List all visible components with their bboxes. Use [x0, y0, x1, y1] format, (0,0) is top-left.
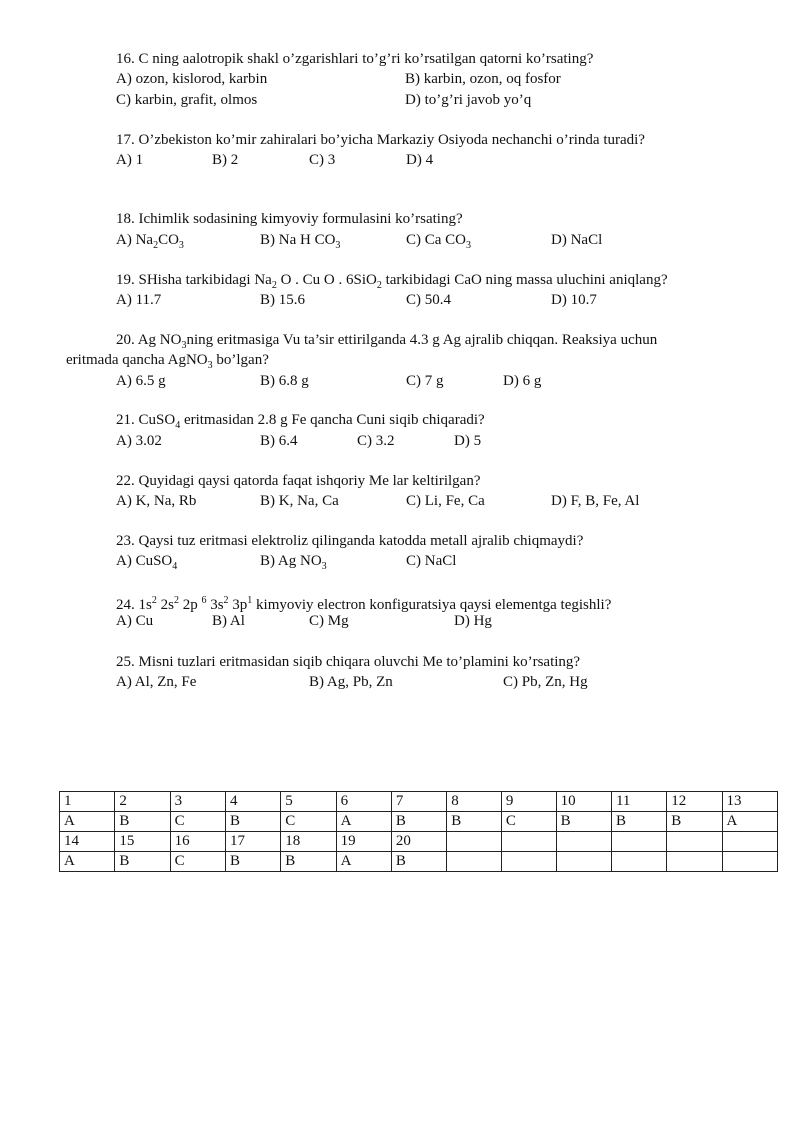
question-25: 25. Misni tuzlari eritmasidan siqib chiqara oluvchi Me to’plamini ko’rsating?: [116, 654, 581, 670]
table-row: [60, 832, 778, 852]
option-19b: B) 15.6: [260, 292, 305, 308]
question-17: 17. O’zbekiston ko’mir zahiralari bo’yicha Markaziy Osiyoda nechanchi o’rinda turadi?: [116, 132, 645, 148]
option-22d: D) F, B, Fe, Al: [551, 493, 640, 509]
option-18d: D) NaCl: [551, 232, 603, 248]
table-cell: [611, 832, 666, 852]
table-cell: 12: [667, 792, 722, 812]
option-23a: A) CuSO$_4$: [116, 553, 178, 572]
option-17c: C) 3: [309, 152, 336, 168]
table-cell: B: [115, 852, 170, 872]
table-cell: [722, 852, 777, 872]
question-18: 18. Ichimlik sodasining kimyoviy formulasini ko’rsating?: [116, 211, 463, 227]
table-row: [60, 792, 778, 812]
option-25c: C) Pb, Zn, Hg: [503, 674, 588, 690]
table-cell: B: [115, 812, 170, 832]
table-cell: [501, 852, 556, 872]
answer-table: [59, 791, 778, 872]
option-20a: A) 6.5 g: [116, 373, 166, 389]
table-cell: B: [667, 812, 722, 832]
option-16d: D) to’g’ri javob yo’q: [405, 92, 532, 108]
table-cell: B: [611, 812, 666, 832]
option-16c: C) karbin, grafit, olmos: [116, 92, 258, 108]
option-25a: A) Al, Zn, Fe: [116, 674, 197, 690]
question-22: 22. Quyidagi qaysi qatorda faqat ishqoriy Me lar keltirilgan?: [116, 473, 481, 489]
table-cell: 18: [281, 832, 336, 852]
table-cell: [667, 832, 722, 852]
question-16: 16. C ning aalotropik shakl o’zgarishlari to’g’ri ko’rsatilgan qatorni ko’rsating?: [116, 51, 594, 67]
table-cell: C: [170, 852, 225, 872]
table-cell: 7: [391, 792, 446, 812]
option-24b: B) Al: [212, 613, 245, 629]
question-24: 24. $1s^2$ $2s^2$ 2p $^6$ $3s^2$ $3p^1$ kimyoviy electron konfiguratsiya qaysi elementga tegishli?: [116, 595, 612, 613]
option-23b: B) Ag $NO_3$: [260, 553, 327, 572]
table-cell: [556, 832, 611, 852]
option-24c: C) Mg: [309, 613, 349, 629]
option-24a: A) Cu: [116, 613, 154, 629]
option-19c: C) 50.4: [406, 292, 451, 308]
option-18b: B) Na H $CO_3$: [260, 232, 341, 251]
option-21b: B) 6.4: [260, 433, 298, 449]
table-cell: 20: [391, 832, 446, 852]
option-20d: D) 6 g: [503, 373, 542, 389]
option-16b: B) karbin, ozon, oq fosfor: [405, 71, 561, 87]
option-21a: A) 3.02: [116, 433, 162, 449]
table-cell: [667, 852, 722, 872]
table-cell: C: [281, 812, 336, 832]
table-cell: 15: [115, 832, 170, 852]
table-cell: B: [225, 852, 280, 872]
table-cell: 3: [170, 792, 225, 812]
table-cell: B: [225, 812, 280, 832]
option-22b: B) K, Na, Ca: [260, 493, 339, 509]
option-20b: B) 6.8 g: [260, 373, 309, 389]
table-cell: 16: [170, 832, 225, 852]
table-cell: A: [722, 812, 777, 832]
option-22c: C) Li, Fe, Ca: [406, 493, 485, 509]
option-19d: D) 10.7: [551, 292, 597, 308]
table-cell: B: [447, 812, 502, 832]
option-25b: B) Ag, Pb, Zn: [309, 674, 393, 690]
table-cell: 13: [722, 792, 777, 812]
table-cell: 19: [336, 832, 391, 852]
table-cell: A: [60, 812, 115, 832]
table-row: [60, 812, 778, 832]
table-cell: 6: [336, 792, 391, 812]
table-cell: [556, 852, 611, 872]
option-18c: C) Ca $CO_3$: [406, 232, 471, 251]
option-20c: C) 7 g: [406, 373, 444, 389]
table-cell: 2: [115, 792, 170, 812]
table-row: [60, 852, 778, 872]
option-23c: C) NaCl: [406, 553, 457, 569]
option-17b: B) 2: [212, 152, 239, 168]
table-cell: 10: [556, 792, 611, 812]
table-cell: B: [556, 812, 611, 832]
option-24d: D) Hg: [454, 613, 492, 629]
option-18a: A) $Na_2CO_3$: [116, 232, 184, 251]
table-cell: 1: [60, 792, 115, 812]
option-21c: C) 3.2: [357, 433, 395, 449]
option-17a: A) 1: [116, 152, 144, 168]
table-cell: [447, 832, 502, 852]
table-cell: 4: [225, 792, 280, 812]
table-cell: 17: [225, 832, 280, 852]
table-cell: C: [501, 812, 556, 832]
option-22a: A) K, Na, Rb: [116, 493, 197, 509]
table-cell: 8: [447, 792, 502, 812]
table-cell: [611, 852, 666, 872]
table-cell: [722, 832, 777, 852]
table-cell: 9: [501, 792, 556, 812]
question-20: 20. Ag $NO_3ning$ eritmasiga Vu ta’sir ettirilganda 4.3 g Ag ajralib chiqqan. Reaksiya uchun: [116, 332, 658, 351]
option-21d: D) 5: [454, 433, 482, 449]
table-cell: 11: [611, 792, 666, 812]
table-cell: A: [336, 852, 391, 872]
table-cell: 5: [281, 792, 336, 812]
table-cell: C: [170, 812, 225, 832]
option-17d: D) 4: [406, 152, 434, 168]
question-21: 21. CuSO$_4$ eritmasidan 2.8 g Fe qancha Cuni siqib chiqaradi?: [116, 412, 485, 431]
table-cell: [447, 852, 502, 872]
table-cell: B: [391, 852, 446, 872]
question-23: 23. Qaysi tuz eritmasi elektroliz qilinganda katodda metall ajralib chiqmaydi?: [116, 533, 584, 549]
question-19: 19. SHisha tarkibidagi $Na_2$ O . Cu O . 6SiO$_2$ tarkibidagi CaO ning massa uluchini aniqlang?: [116, 272, 668, 291]
table-cell: 14: [60, 832, 115, 852]
table-cell: A: [60, 852, 115, 872]
table-cell: B: [391, 812, 446, 832]
option-19a: A) 11.7: [116, 292, 162, 308]
table-cell: A: [336, 812, 391, 832]
table-cell: [501, 832, 556, 852]
option-16a: A) ozon, kislorod, karbin: [116, 71, 268, 87]
table-cell: B: [281, 852, 336, 872]
question-20-line2: eritmada qancha AgNO$_3$ bo’lgan?: [66, 352, 269, 371]
